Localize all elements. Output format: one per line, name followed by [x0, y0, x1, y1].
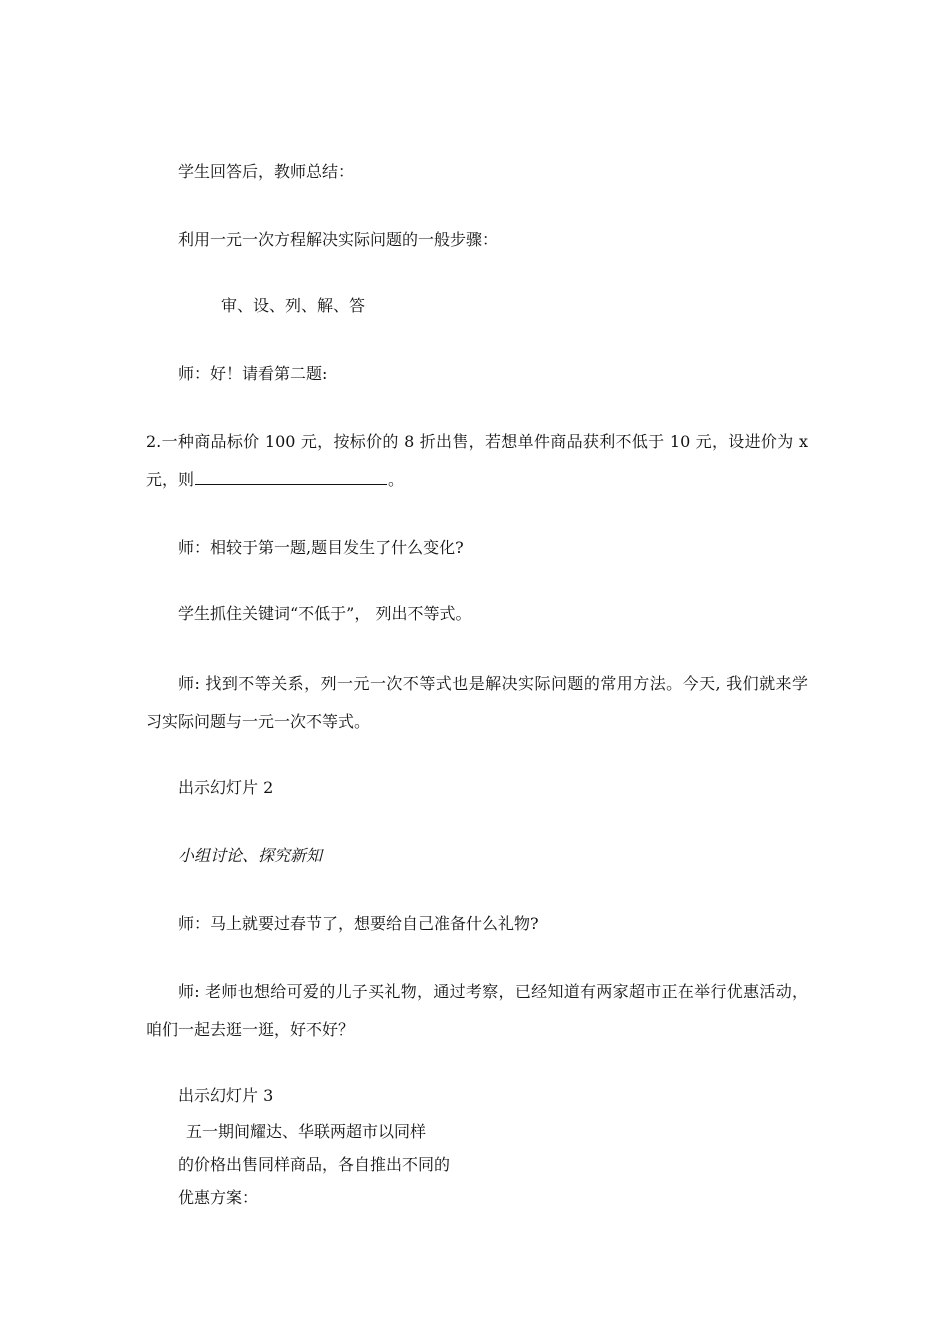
paragraph-teacher-method-line1: 师: 找到不等关系，列一元一次不等式也是解决实际问题的常用方法。今天, 我们就来学 [178, 674, 808, 693]
slide-text-line3: 优惠方案： [178, 1188, 259, 1207]
paragraph-teacher-method-line2: 习实际问题与一元一次不等式。 [146, 712, 371, 731]
problem-two-line2-end: 。 [388, 470, 405, 489]
answer-blank [195, 470, 387, 485]
paragraph-student-keyword: 学生抓住关键词“不低于”， 列出不等式。 [178, 604, 472, 623]
section-heading-group-discussion: 小组讨论、探究新知 [178, 846, 323, 865]
paragraph-show-slide-2: 出示幻灯片 2 [178, 778, 274, 797]
paragraph-teacher-spring-festival: 师：马上就要过春节了，想要给自己准备什么礼物? [178, 914, 539, 933]
slide-text-line1: 五一期间耀达、华联两超市以同样 [186, 1122, 427, 1141]
problem-two-line1: 2.一种商品标价 100 元，按标价的 8 折出售，若想单件商品获利不低于 10 元，设进价为 x [146, 432, 808, 451]
problem-two-line2-start: 元，则 [146, 470, 195, 489]
paragraph-summary-intro: 学生回答后，教师总结： [178, 162, 355, 181]
paragraph-teacher-gift-line2: 咱们一起去逛一逛，好不好？ [146, 1020, 355, 1039]
paragraph-steps-list: 审、设、列、解、答 [221, 296, 366, 315]
paragraph-teacher-gift-line1: 师: 老师也想给可爱的儿子买礼物，通过考察，已经知道有两家超市正在举行优惠活动， [178, 982, 808, 1001]
paragraph-show-slide-3: 出示幻灯片 3 [178, 1086, 274, 1105]
paragraph-teacher-compare: 师：相较于第一题,题目发生了什么变化? [178, 538, 464, 557]
problem-two-line2 [146, 470, 404, 490]
slide-text-line2: 的价格出售同样商品，各自推出不同的 [178, 1155, 451, 1174]
paragraph-general-steps: 利用一元一次方程解决实际问题的一般步骤： [178, 230, 499, 249]
paragraph-teacher-question-two: 师：好！请看第二题: [178, 364, 328, 383]
